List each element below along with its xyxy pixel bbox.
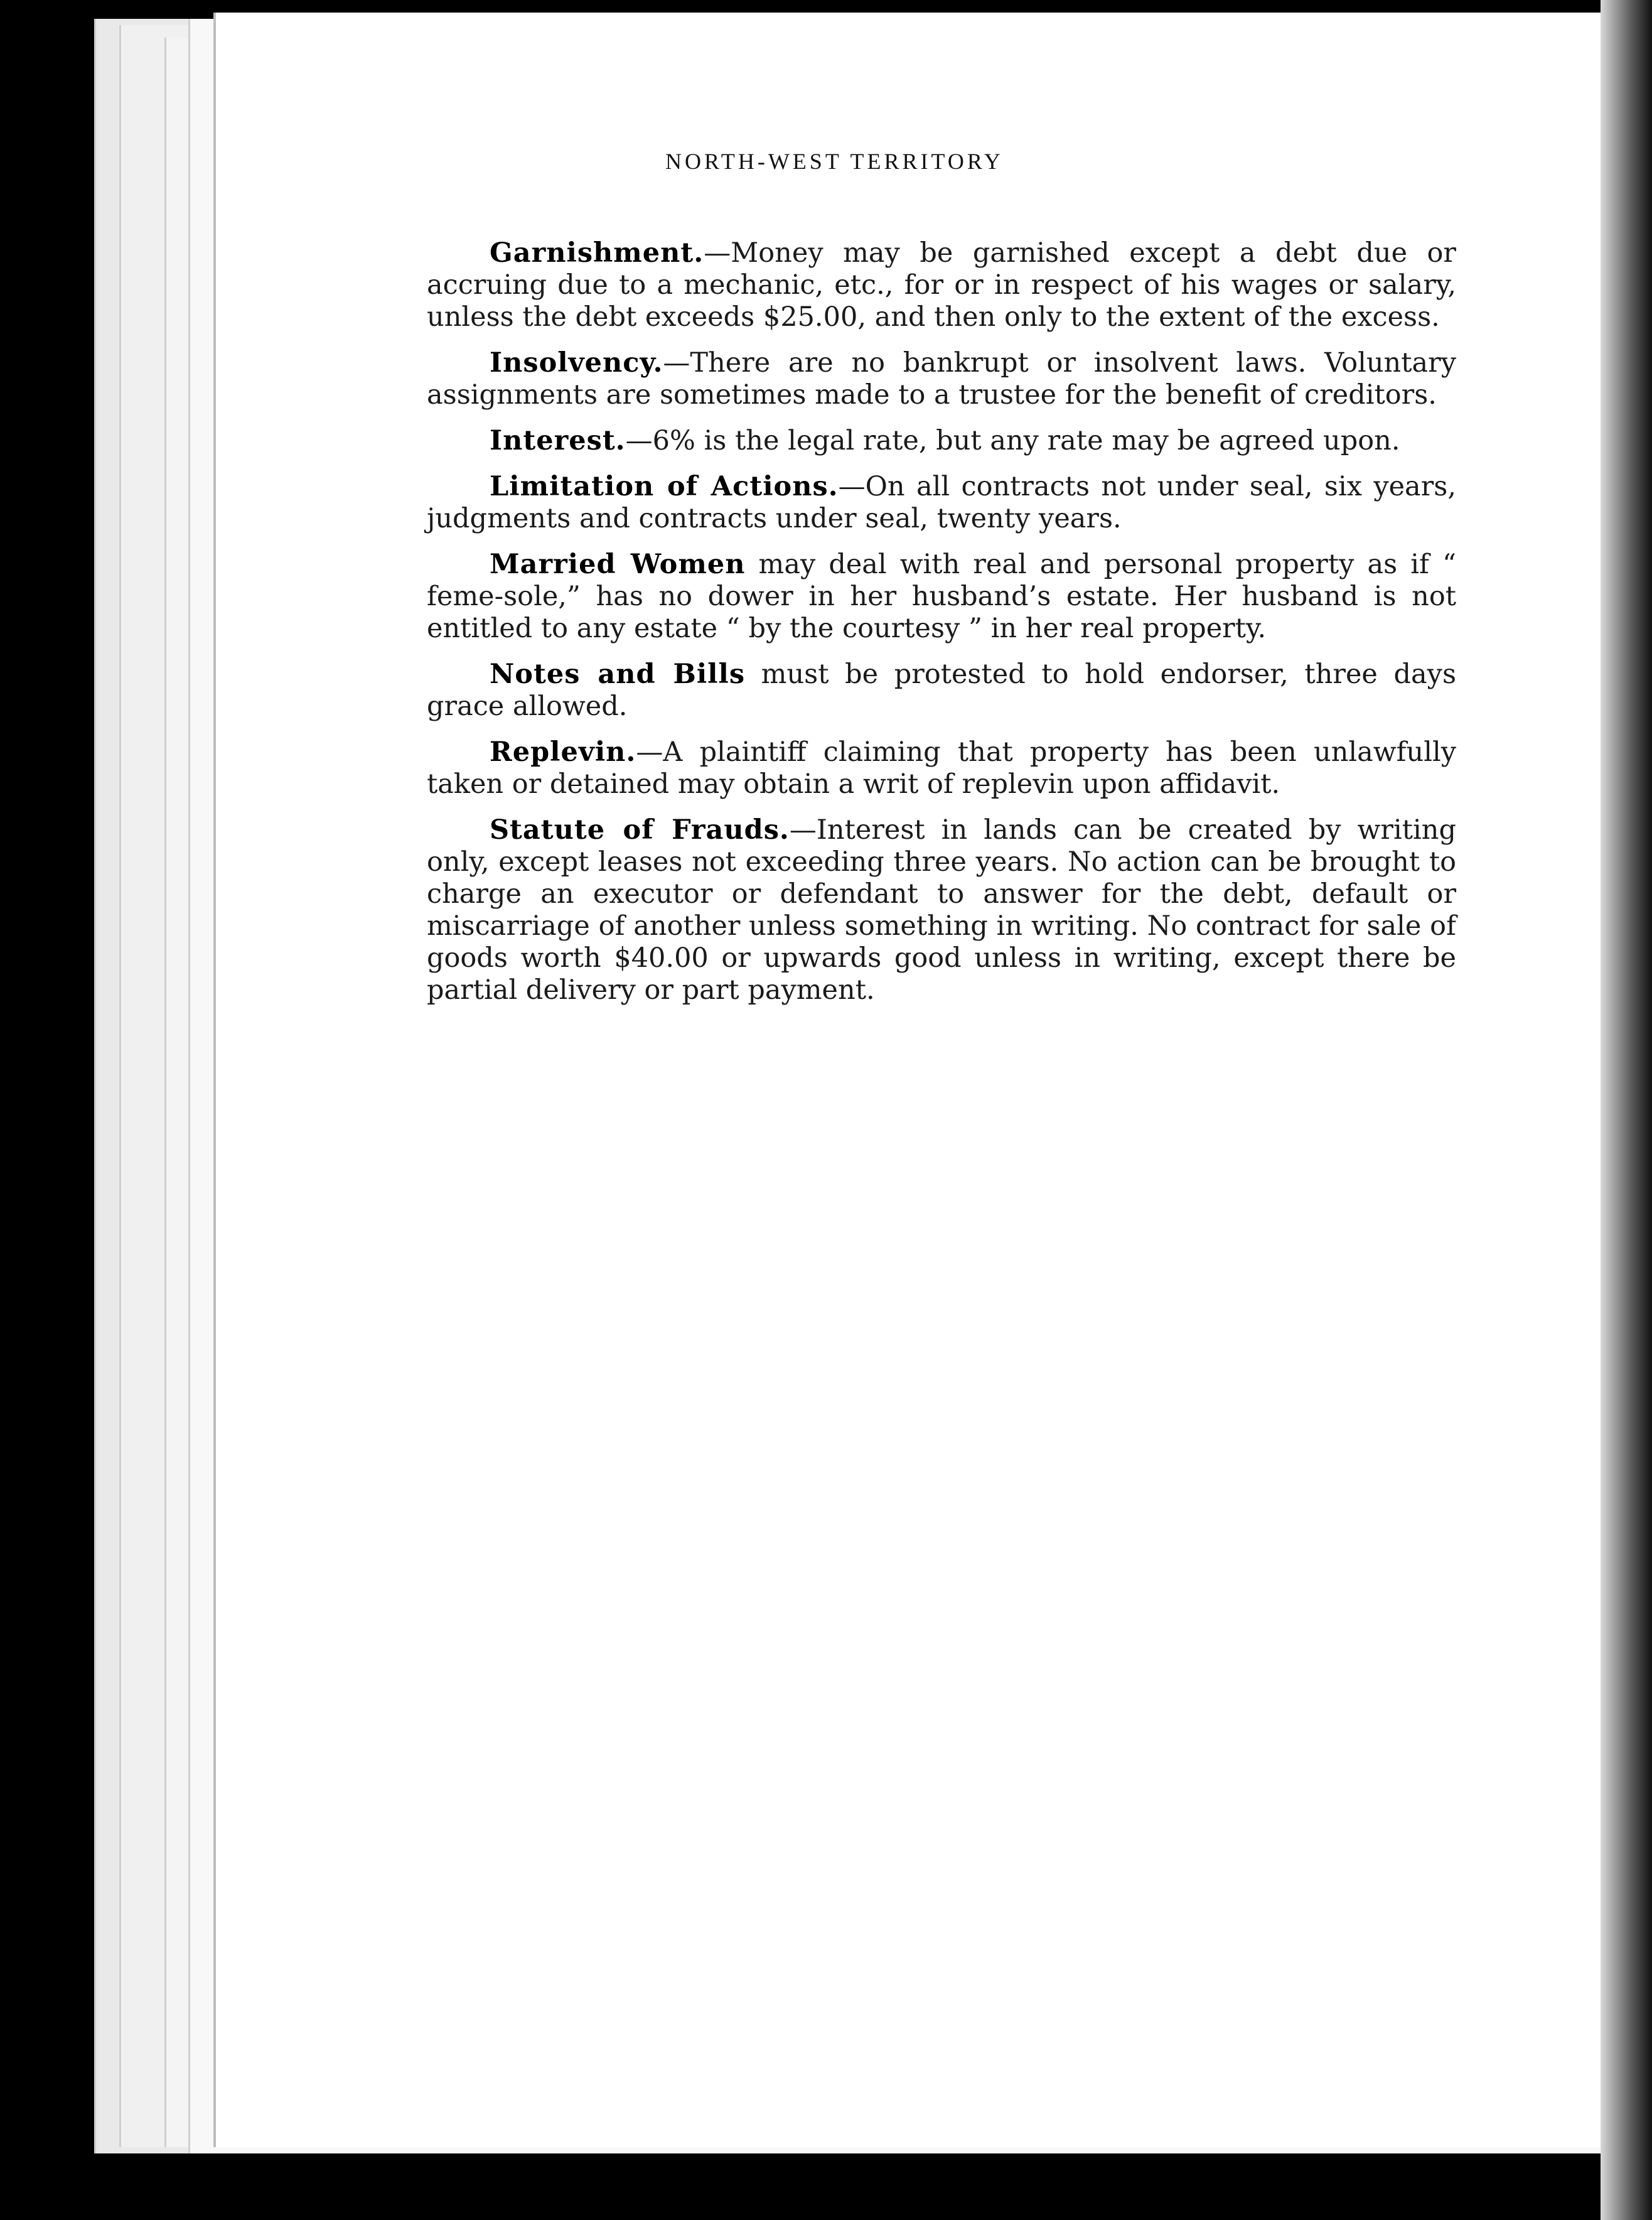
paragraph-term: Notes and Bills (490, 659, 746, 690)
paragraph-text: —Interest in lands can be created by writing only, except leases not exceeding three years. No action can be brought to charge an executor or defendant to answer for the debt, default or miscarriage of another unless something in writing. No contract for sale of goods worth $40.00 or upwards good unless in writing, except there be partial delivery or part payment. (427, 814, 1456, 1006)
paragraph-statute-of-frauds (427, 814, 1456, 1006)
paragraph-term: Insolvency. (490, 347, 663, 379)
paragraph-notes-and-bills (427, 659, 1456, 723)
paragraph-garnishment (427, 237, 1456, 333)
paragraph-text: —On all contracts not under seal, six years, judgments and contracts under seal, twenty years. (427, 471, 1456, 534)
paragraph-term: Interest. (490, 425, 626, 456)
paragraph-term: Married Women (490, 549, 746, 580)
binding-shadow (1601, 0, 1652, 2220)
paragraph-insolvency (427, 347, 1456, 411)
paragraph-text: may deal with real and personal property as if “ feme-sole,” has no dower in her husband’s estate. Her husband is not entitled to any estate “ by the courtesy ” in her real property. (427, 549, 1456, 644)
paragraph-text: —There are no bankrupt or insolvent laws. Voluntary assignments are sometimes made to a trustee for the benefit of creditors. (427, 347, 1456, 411)
paragraph-text: —A plaintiff claiming that property has been unlawfully taken or detained may obtain a writ of replevin upon affidavit. (427, 736, 1456, 800)
paragraph-limitation-of-actions (427, 471, 1456, 535)
running-header: NORTH-WEST TERRITORY (665, 149, 1004, 174)
paragraph-term: Statute of Frauds. (490, 814, 790, 846)
paragraph-replevin (427, 736, 1456, 800)
paragraph-text: —6% is the legal rate, but any rate may be agreed upon. (625, 425, 1400, 456)
paragraph-term: Limitation of Actions. (490, 471, 839, 502)
paragraph-term: Garnishment. (490, 237, 704, 269)
paragraph-text: must be protested to hold endorser, three days grace allowed. (427, 659, 1457, 722)
page-body (427, 237, 1456, 1020)
paragraph-text: —Money may be garnished except a debt due or accruing due to a mechanic, etc., for or in respect of his wages or salary, unless the debt exceeds $25.00, and then only to the extent of the excess. (427, 237, 1456, 333)
paragraph-interest (427, 425, 1456, 457)
paragraph-married-women (427, 549, 1456, 645)
paragraph-term: Replevin. (490, 736, 636, 768)
